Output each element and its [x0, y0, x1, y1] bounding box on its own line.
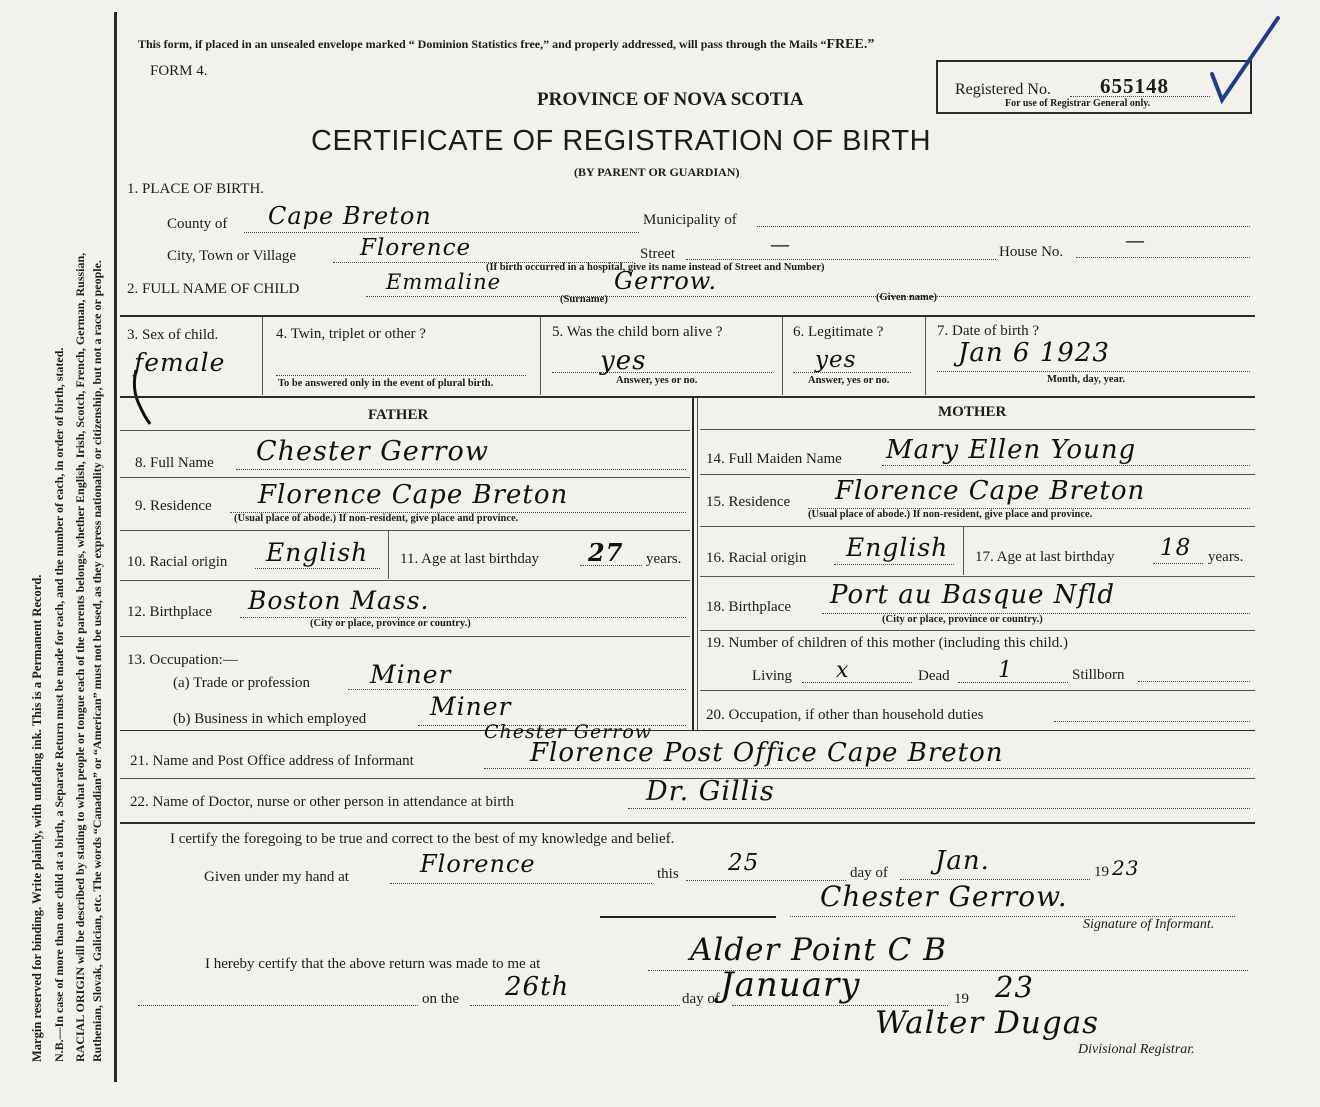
certification-top-rule: [120, 822, 1255, 824]
dob-value: Jan 6 1923: [958, 338, 1110, 368]
father-name-line: [236, 469, 686, 470]
mother-age-value: 18: [1160, 535, 1192, 561]
county-label: County of: [167, 216, 228, 232]
row-top-rule: [120, 315, 1255, 317]
parents-divider-2: [697, 398, 698, 730]
registrar-year-prefix: 19: [954, 991, 969, 1007]
surname-caption: (Surname): [560, 294, 608, 305]
twin-line: [276, 375, 526, 376]
signature-rule-left: [600, 916, 776, 918]
dob-label: 7. Date of birth ?: [937, 323, 1040, 339]
father-age-value: 27: [588, 538, 624, 567]
cert-year-value: 23: [1112, 856, 1140, 880]
house-no-line: [1076, 257, 1250, 258]
living-label: Living: [752, 668, 792, 684]
certificate-subtitle: (BY PARENT OR GUARDIAN): [574, 165, 740, 179]
father-residence-value: Florence Cape Breton: [258, 480, 569, 510]
father-residence-note: (Usual place of abode.) If non-resident, give place and province.: [234, 513, 519, 524]
mother-race-rule: [700, 576, 1255, 577]
city-value: Florence: [360, 235, 472, 261]
father-race-rule: [120, 580, 690, 581]
father-name-value: Chester Gerrow: [256, 436, 489, 467]
form-number: FORM 4.: [150, 63, 208, 79]
father-name-label: 8. Full Name: [135, 455, 214, 471]
mother-race-label: 16. Racial origin: [706, 550, 807, 566]
father-heading-rule: [120, 430, 690, 431]
father-race-value: English: [266, 538, 369, 567]
informant-signature: Chester Gerrow.: [820, 880, 1068, 913]
mail-notice-text: This form, if placed in an unsealed envelope marked “ Dominion Statistics free,” and properly addressed, will pass through the Mails “: [138, 37, 827, 51]
father-birthplace-label: 12. Birthplace: [127, 604, 212, 620]
mother-age-label: 17. Age at last birthday: [975, 549, 1115, 565]
mail-notice: [138, 37, 874, 53]
mother-birthplace-rule: [700, 630, 1255, 631]
father-trade-label: (a) Trade or profession: [173, 675, 311, 691]
mother-residence-note: (Usual place of abode.) If non-resident, give place and province.: [808, 509, 1093, 520]
mother-race-line: [834, 564, 954, 565]
mail-free: FREE.”: [826, 37, 875, 52]
mother-heading-rule: [700, 429, 1255, 430]
mother-name-line: [882, 465, 1250, 466]
col-div-1: [262, 317, 263, 395]
registrar-caption: Divisional Registrar.: [1078, 1042, 1195, 1057]
cert-year-prefix: 19: [1094, 864, 1109, 880]
mother-occupation-line: [1054, 721, 1250, 722]
informant-line: [484, 768, 1250, 769]
sex-label: 3. Sex of child.: [127, 327, 219, 343]
mother-race-value: English: [846, 533, 949, 562]
mother-name-value: Mary Ellen Young: [886, 435, 1137, 465]
mother-birthplace-label: 18. Birthplace: [706, 599, 791, 615]
municipality-line: [757, 226, 1250, 227]
municipality-label: Municipality of: [643, 212, 737, 228]
mother-age-line: [1153, 563, 1203, 564]
sex-value: female: [134, 348, 226, 377]
place-of-birth-heading: 1. PLACE OF BIRTH.: [127, 181, 265, 197]
mother-children-rule: [700, 690, 1255, 691]
father-race-divider: [388, 531, 389, 579]
father-business-label: (b) Business in which employed: [173, 711, 367, 727]
mother-residence-label: 15. Residence: [706, 494, 791, 510]
father-residence-rule: [120, 530, 690, 531]
certification-statement: I certify the foregoing to be true and correct to the best of my knowledge and belief.: [170, 831, 675, 847]
legitimate-value: yes: [815, 347, 857, 373]
margin-note-1: Margin reserved for binding. Write plainly, with unfading ink. This is a Permanent Record.: [30, 574, 44, 1062]
cert-day-of-label: day of: [850, 865, 888, 881]
alive-value: yes: [600, 346, 647, 376]
child-name-label: 2. FULL NAME OF CHILD: [127, 281, 300, 297]
informant-label: 21. Name and Post Office address of Informant: [130, 753, 414, 769]
father-race-label: 10. Racial origin: [127, 554, 228, 570]
cert-day-value: 25: [728, 850, 760, 876]
registrar-day-value: 26th: [505, 972, 570, 1002]
registrar-place-value: Alder Point C B: [690, 932, 947, 968]
dob-note: Month, day, year.: [1047, 374, 1126, 385]
mother-residence-value: Florence Cape Breton: [835, 476, 1146, 506]
legitimate-note: Answer, yes or no.: [808, 375, 890, 386]
living-line: [802, 682, 912, 683]
twin-note: To be answered only in the event of plural birth.: [278, 378, 494, 389]
given-place-value: Florence: [420, 850, 536, 878]
informant-name-value: Chester Gerrow: [484, 721, 653, 743]
mother-age-unit: years.: [1208, 549, 1244, 565]
child-given-name: Emmaline: [386, 270, 502, 294]
margin-note-4: Ruthenian, Slovak, Galician, etc. The words “Canadian” or “American” must not be used, as they express nationality or citizenship, but not a race or people.: [90, 260, 104, 1062]
parents-top-rule: [120, 396, 1255, 398]
father-birthplace-rule: [120, 636, 690, 637]
registrar-month-value: January: [720, 965, 861, 1005]
street-label: Street: [640, 246, 675, 262]
margin-rule: [114, 12, 117, 1082]
certificate-title: CERTIFICATE OF REGISTRATION OF BIRTH: [311, 125, 932, 157]
mother-name-rule: [700, 474, 1255, 475]
mother-birthplace-value: Port au Basque Nfld: [830, 580, 1116, 610]
mother-occupation-label: 20. Occupation, if other than household duties: [706, 707, 984, 723]
col-div-2: [540, 317, 541, 395]
father-race-line: [255, 568, 380, 569]
street-value: —: [770, 232, 791, 256]
registrar-use-note: For use of Registrar General only.: [1005, 98, 1151, 109]
this-label: this: [657, 866, 679, 882]
alive-note: Answer, yes or no.: [616, 375, 698, 386]
margin-note-2: N.B.—In case of more than one child at a birth, a Separate Return must be made for each, and the number of each, in order of birth, stated.: [52, 347, 66, 1062]
informant-address-value: Florence Post Office Cape Breton: [530, 738, 1004, 768]
col-div-4: [925, 317, 926, 395]
cert-month-value: Jan.: [935, 846, 990, 876]
doctor-label: 22. Name of Doctor, nurse or other person in attendance at birth: [130, 794, 514, 810]
house-no-label: House No.: [999, 244, 1064, 260]
on-the-label: on the: [422, 991, 460, 1007]
father-occupation-label: 13. Occupation:—: [127, 652, 238, 668]
mother-birthplace-note: (City or place, province or country.): [882, 614, 1043, 625]
father-name-rule: [120, 477, 690, 478]
registered-label: Registered No.: [955, 81, 1051, 98]
doctor-value: Dr. Gillis: [646, 776, 775, 807]
checkmark-icon: [1208, 12, 1288, 107]
father-heading: FATHER: [368, 407, 429, 423]
child-surname: Gerrow.: [614, 267, 718, 295]
col-div-3: [782, 317, 783, 395]
twin-label: 4. Twin, triplet or other ?: [276, 326, 426, 342]
city-label: City, Town or Village: [167, 248, 297, 264]
given-name-caption: (Given name): [876, 292, 937, 303]
father-age-unit: years.: [646, 551, 682, 567]
stillborn-line: [1138, 681, 1250, 682]
mother-name-label: 14. Full Maiden Name: [706, 451, 842, 467]
father-age-label: 11. Age at last birthday: [400, 551, 539, 567]
house-no-value: —: [1125, 228, 1146, 252]
registrar-day-of-label: day of: [682, 991, 720, 1007]
dob-line: [937, 371, 1250, 372]
informant-top-rule: [120, 730, 1255, 731]
living-value: x: [836, 658, 850, 683]
mother-race-divider: [963, 527, 964, 575]
signature-caption: Signature of Informant.: [1083, 917, 1215, 932]
pen-stroke: [128, 368, 158, 428]
dead-label: Dead: [918, 668, 950, 684]
legitimate-label: 6. Legitimate ?: [793, 324, 884, 340]
given-under-label: Given under my hand at: [204, 869, 349, 885]
dead-value: 1: [998, 658, 1013, 683]
dead-line: [958, 682, 1068, 683]
street-line: [686, 259, 996, 260]
mother-heading: MOTHER: [938, 404, 1007, 420]
registrar-left-line: [138, 1005, 418, 1006]
doctor-line: [628, 808, 1250, 809]
stillborn-label: Stillborn: [1072, 667, 1125, 683]
alive-line: [552, 372, 772, 373]
father-birthplace-note: (City or place, province or country.): [310, 618, 471, 629]
father-trade-value: Miner: [370, 660, 452, 689]
hospital-note: (If birth occurred in a hospital, give its name instead of Street and Number): [486, 262, 825, 273]
child-name-line: [366, 296, 1250, 297]
father-birthplace-value: Boston Mass.: [248, 586, 430, 615]
county-value: Cape Breton: [268, 202, 432, 230]
father-business-value: Miner: [430, 692, 512, 721]
father-trade-line: [348, 689, 686, 690]
father-residence-label: 9. Residence: [135, 498, 212, 514]
county-line: [244, 232, 639, 233]
mother-residence-rule: [700, 526, 1255, 527]
registered-number: 655148: [1100, 74, 1169, 98]
alive-label: 5. Was the child born alive ?: [552, 324, 723, 340]
margin-note-3: RACIAL ORIGIN will be described by stating to what people or tongue each of the parents belongs, whether English, Irish, Scotch, French, German, Russian,: [73, 252, 87, 1062]
given-place-line: [390, 883, 652, 884]
registrar-day-line: [470, 1005, 680, 1006]
registrar-year-value: 23: [995, 970, 1034, 1004]
children-count-label: 19. Number of children of this mother (including this child.): [706, 635, 1069, 651]
parents-divider: [692, 398, 694, 730]
province-heading: PROVINCE OF NOVA SCOTIA: [537, 89, 804, 110]
registrar-statement: I hereby certify that the above return was made to me at: [205, 956, 541, 972]
registrar-signature: Walter Dugas: [875, 1005, 1100, 1041]
